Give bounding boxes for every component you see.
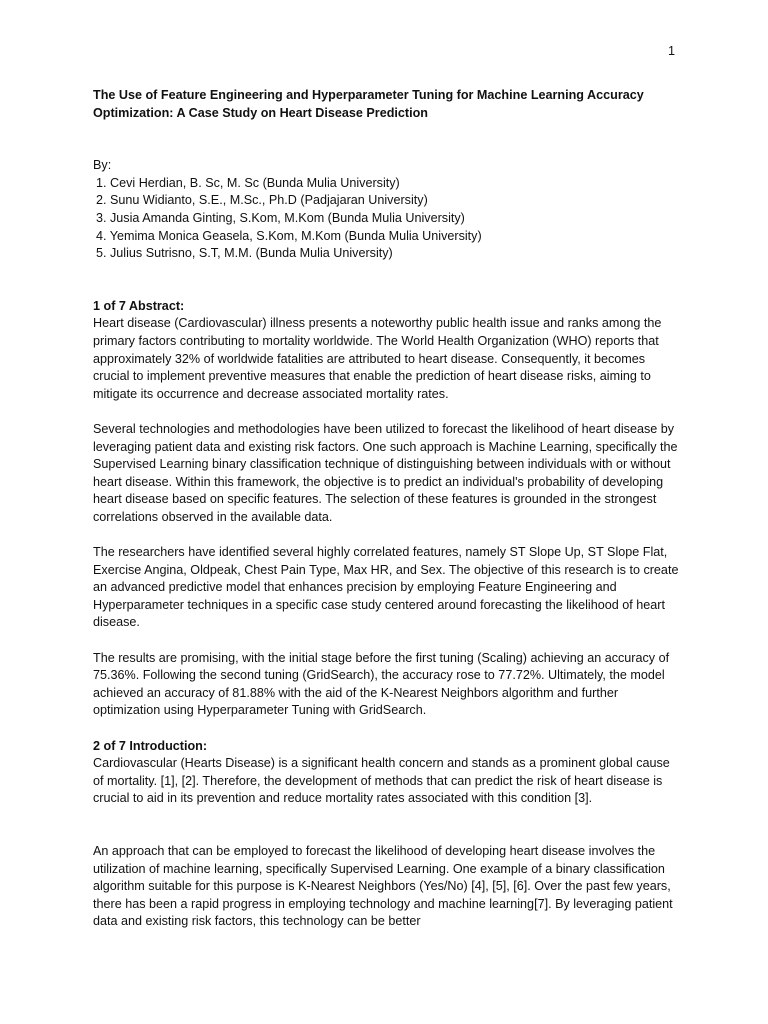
abstract-heading: 1 of 7 Abstract: — [93, 298, 185, 313]
paper-title: The Use of Feature Engineering and Hyperparameter Tuning for Machine Learning Accuracy Optimization: A Case Study on Heart Disease Prediction — [93, 88, 644, 120]
page-number: 1 — [667, 44, 675, 58]
author-item: 3. Jusia Amanda Ginting, S.Kom, M.Kom (Bunda Mulia University) — [96, 210, 465, 225]
author-item: 5. Julius Sutrisno, S.T, M.M. (Bunda Mulia University) — [96, 246, 393, 261]
author-list — [93, 175, 683, 263]
abstract-paragraph: The researchers have identified several highly correlated features, namely ST Slope Up, ST Slope Flat, Exercise Angina, Oldpeak, Chest Pain Type, Max HR, and Sex. The objective of this research is to create an advanced predictive model that enhances precision by employing Feature Engineering and Hyperparameter techniques in a specific case study centered around forecasting the likelihood of heart disease. — [93, 545, 679, 630]
abstract-paragraph: Heart disease (Cardiovascular) illness presents a noteworthy public health issue and ranks among the primary factors contributing to mortality worldwide. The World Health Organization (WHO) reports that approximately 32% of worldwide fatalities are attributed to heart disease. Consequently, it becomes crucial to implement preventive measures that enable the prediction of heart disease risks, aiming to mitigate its occurrence and decrease associated mortality rates. — [93, 316, 662, 401]
introduction-paragraph: An approach that can be employed to forecast the likelihood of developing heart disease involves the utilization of machine learning, specifically Supervised Learning. One example of a binary classification algorithm suitable for this purpose is K-Nearest Neighbors (Yes/No) [4], [5], [6]. Over the past few years, there has been a rapid progress in employing technology and machine learning[7]. By leveraging patient data and existing risk factors, this technology can be better — [93, 843, 673, 929]
by-label: By: — [93, 158, 112, 173]
abstract-paragraph: The results are promising, with the initial stage before the first tuning (Scaling) achieving an accuracy of 75.36%. Following the second tuning (GridSearch), the accuracy rose to 77.72%. Ultimately, the model achieved an accuracy of 81.88% with the aid of the K-Nearest Neighbors algorithm and further optimization using Hyperparameter Tuning with GridSearch. — [93, 650, 670, 718]
document-body — [93, 87, 683, 931]
author-item: 2. Sunu Widianto, S.E., M.Sc., Ph.D (Padjajaran University) — [96, 193, 428, 208]
abstract-paragraph: Several technologies and methodologies have been utilized to forecast the likelihood of heart disease by leveraging patient data and existing risk factors. One such approach is Machine Learning, specifically the Supervised Learning binary classification technique of distinguishing between individuals with or without heart disease. Within this framework, the objective is to predict an individual's probability of developing heart disease based on specific features. The selection of these features is grounded in the strongest correlations observed in the available data. — [93, 421, 678, 524]
author-item: 1. Cevi Herdian, B. Sc, M. Sc (Bunda Mulia University) — [96, 175, 400, 190]
introduction-paragraph: Cardiovascular (Hearts Disease) is a significant health concern and stands as a prominent global cause of mortality. [1], [2]. Therefore, the development of methods that can predict the risk of heart disease is crucial to aid in its prevention and reduce mortality rates associated with this condition [3]. — [93, 756, 670, 806]
author-item: 4. Yemima Monica Geasela, S.Kom, M.Kom (Bunda Mulia University) — [96, 228, 482, 243]
introduction-heading: 2 of 7 Introduction: — [93, 738, 208, 753]
